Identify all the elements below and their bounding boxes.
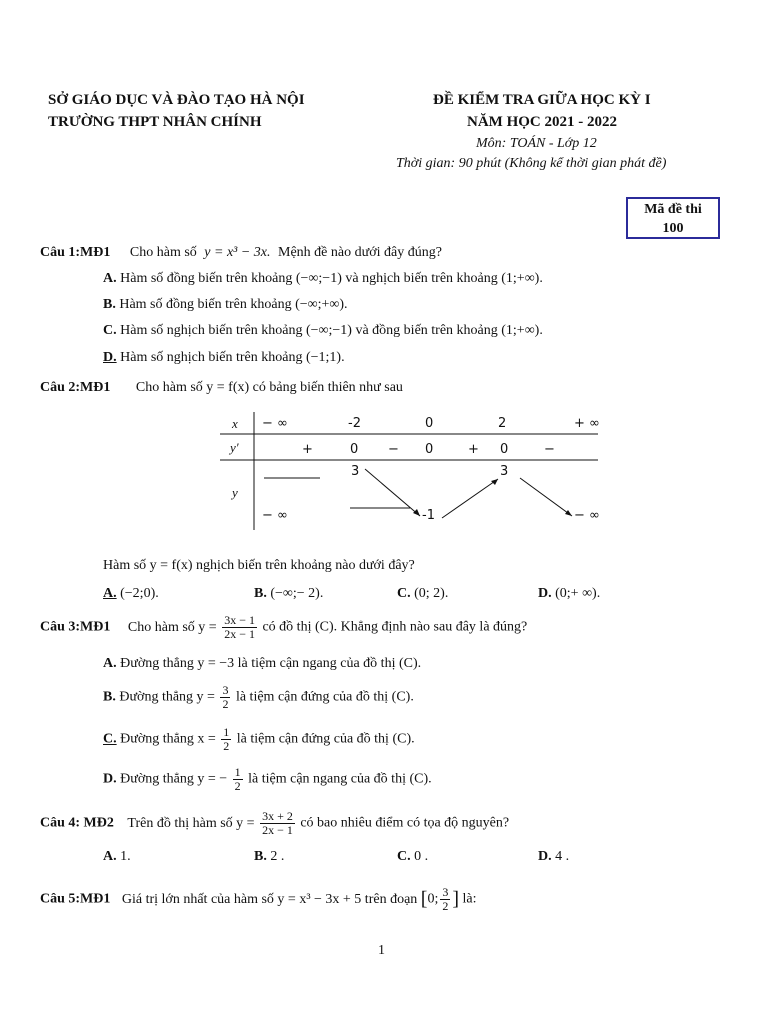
q3-option-b-fraction [220, 684, 230, 711]
fraction-numerator: 1 [223, 725, 230, 739]
table-yprime-zero: 0 [500, 442, 509, 457]
table-yprime-label: y′ [230, 440, 239, 455]
table-yprime-sign: + [302, 442, 313, 457]
q3-option-b-key: B. [103, 689, 116, 705]
q1-option-c-text: Hàm số nghịch biến trên khoảng (−∞;−1) và đồng biến trên khoảng (1;+∞). [120, 323, 543, 338]
fraction-numerator: 3 [442, 885, 449, 899]
table-y-value: -1 [422, 508, 435, 523]
question-5-fraction [440, 886, 450, 913]
fraction-denominator: 2 [234, 779, 241, 793]
q3-option-c [103, 726, 415, 753]
fraction-denominator: 2 [442, 899, 449, 913]
department-name: SỞ GIÁO DỤC VÀ ĐÀO TẠO HÀ NỘI [48, 92, 305, 108]
table-x-value: + ∞ [574, 416, 600, 431]
q2-option-a-key: A. [103, 586, 117, 601]
question-5-stem-b: là: [462, 891, 477, 907]
q3-option-d-text-b: là tiệm cận ngang của đồ thị (C). [248, 771, 432, 787]
time-line: Thời gian: 90 phút (Không kể thời gian phát đề) [396, 156, 667, 171]
subject-line: Môn: TOÁN - Lớp 12 [476, 136, 597, 151]
q3-option-b [103, 684, 414, 711]
fraction-denominator: 2x − 1 [224, 627, 255, 641]
exam-title: ĐỀ KIỂM TRA GIỮA HỌC KỲ I [433, 92, 651, 108]
q2-option-c-text: (0; 2). [414, 586, 449, 601]
question-4-label: Câu 4: MĐ2 [40, 815, 114, 831]
q4-option-d [538, 849, 569, 865]
q3-option-a-text: Đường thẳng y = −3 là tiệm cận ngang của đồ thị (C). [120, 656, 422, 671]
question-2 [40, 380, 403, 396]
question-4-fraction [260, 810, 295, 837]
fraction-denominator: 2 [223, 739, 230, 753]
q3-option-d-text-a: Đường thẳng y = − [120, 771, 228, 787]
q2-option-a [103, 586, 159, 602]
question-4-stem-b: có bao nhiêu điểm có tọa độ nguyên? [300, 815, 510, 831]
bracket-close: ] [452, 888, 460, 910]
q4-option-c-key: C. [397, 849, 411, 864]
question-3 [40, 614, 527, 641]
fraction-denominator: 2 [222, 697, 229, 711]
q1-option-a-key: A. [103, 271, 117, 286]
q3-option-a-key: A. [103, 656, 117, 671]
q2-option-d-key: D. [538, 586, 552, 601]
q3-option-c-fraction [221, 726, 231, 753]
question-5-label: Câu 5:MĐ1 [40, 891, 111, 907]
q3-option-b-text-a: Đường thẳng y = [119, 689, 215, 705]
table-yprime-sign: − [544, 442, 555, 457]
q4-option-a-key: A. [103, 849, 117, 864]
q1-option-a-text: Hàm số đồng biến trên khoảng (−∞;−1) và nghịch biến trên khoảng (1;+∞). [120, 271, 543, 286]
table-yprime-zero: 0 [425, 442, 434, 457]
question-2-stem: Cho hàm số y = f(x) có bảng biến thiên như sau [135, 380, 403, 395]
question-2-prompt: Hàm số y = f(x) nghịch biến trên khoảng nào dưới đây? [103, 558, 415, 573]
bracket-open: [ [420, 888, 428, 910]
q3-option-d [103, 766, 432, 793]
q3-option-d-key: D. [103, 771, 117, 787]
q4-option-d-key: D. [538, 849, 552, 864]
q3-option-c-text-a: Đường thẳng x = [120, 731, 216, 747]
q1-option-b-text: Hàm số đồng biến trên khoảng (−∞;+∞). [119, 297, 348, 312]
q1-option-b [103, 297, 348, 313]
q3-option-a [103, 656, 421, 672]
question-1 [40, 245, 442, 261]
q1-option-d-text: Hàm số nghịch biến trên khoảng (−1;1). [120, 350, 345, 365]
question-3-stem-b: có đồ thị (C). Khẳng định nào sau đây là đúng? [262, 619, 528, 635]
table-yprime-sign: − [388, 442, 399, 457]
q2-option-b-text: (−∞;− 2). [270, 586, 324, 601]
question-3-label: Câu 3:MĐ1 [40, 619, 111, 635]
table-x-value: -2 [348, 416, 361, 431]
q2-option-c-key: C. [397, 586, 411, 601]
question-4-stem-a: Trên đồ thị hàm số y = [127, 815, 255, 831]
table-y-label: y [232, 485, 238, 500]
q4-option-b-key: B. [254, 849, 267, 864]
question-2-label: Câu 2:MĐ1 [40, 380, 111, 395]
question-5 [40, 886, 477, 913]
q2-option-d [538, 586, 600, 602]
exam-code-label: Mã đề thi [644, 202, 702, 217]
table-x-label: x [232, 416, 238, 431]
table-yprime-sign: + [468, 442, 479, 457]
q1-option-c-key: C. [103, 323, 117, 338]
q4-option-a-text: 1. [120, 849, 131, 864]
q4-option-b-text: 2 . [270, 849, 285, 864]
q4-option-b [254, 849, 284, 865]
table-x-value: 0 [425, 416, 434, 431]
school-name: TRƯỜNG THPT NHÂN CHÍNH [48, 114, 262, 130]
table-y-value: − ∞ [262, 508, 288, 523]
question-1-stem-b: Mệnh đề nào dưới đây đúng? [278, 245, 442, 260]
q2-option-c [397, 586, 448, 602]
table-y-value: 3 [500, 464, 509, 479]
page-number: 1 [378, 943, 385, 958]
q4-option-a [103, 849, 131, 865]
variation-table [220, 412, 598, 532]
q1-option-a [103, 271, 543, 287]
question-3-fraction [222, 614, 257, 641]
fraction-numerator: 3x − 1 [224, 613, 255, 627]
question-3-stem-a: Cho hàm số y = [127, 619, 217, 635]
table-y-value: 3 [351, 464, 360, 479]
q1-option-d [103, 350, 345, 366]
q3-option-d-fraction [233, 766, 243, 793]
q2-option-b [254, 586, 323, 602]
q4-option-d-text: 4 . [555, 849, 570, 864]
q3-option-c-text-b: là tiệm cận đứng của đồ thị (C). [236, 731, 415, 747]
q4-option-c [397, 849, 428, 865]
question-4 [40, 810, 509, 837]
q3-option-b-text-b: là tiệm cận đứng của đồ thị (C). [235, 689, 414, 705]
question-1-stem-a: Cho hàm số [129, 245, 197, 260]
q1-option-c [103, 323, 543, 339]
q2-option-a-text: (−2;0). [120, 586, 159, 601]
fraction-numerator: 1 [234, 765, 241, 779]
school-year: NĂM HỌC 2021 - 2022 [467, 114, 617, 130]
question-1-function: y = x³ − 3x. [204, 245, 271, 260]
exam-code-box [626, 197, 720, 239]
q3-option-c-key: C. [103, 731, 117, 747]
table-yprime-zero: 0 [350, 442, 359, 457]
fraction-numerator: 3 [222, 683, 229, 697]
fraction-denominator: 2x − 1 [262, 823, 293, 837]
table-x-value: 2 [498, 416, 507, 431]
interval-start: 0; [427, 891, 439, 907]
q2-option-b-key: B. [254, 586, 267, 601]
exam-code: 100 [662, 221, 684, 236]
q1-option-d-key: D. [103, 350, 117, 365]
q2-option-d-text: (0;+ ∞). [555, 586, 601, 601]
fraction-numerator: 3x + 2 [262, 809, 293, 823]
table-x-value: − ∞ [262, 416, 288, 431]
question-1-label: Câu 1:MĐ1 [40, 245, 111, 260]
question-5-stem-a: Giá trị lớn nhất của hàm số y = x³ − 3x + 5 trên đoạn [121, 891, 418, 907]
q4-option-c-text: 0 . [414, 849, 429, 864]
table-y-value: − ∞ [574, 508, 600, 523]
q1-option-b-key: B. [103, 297, 116, 312]
